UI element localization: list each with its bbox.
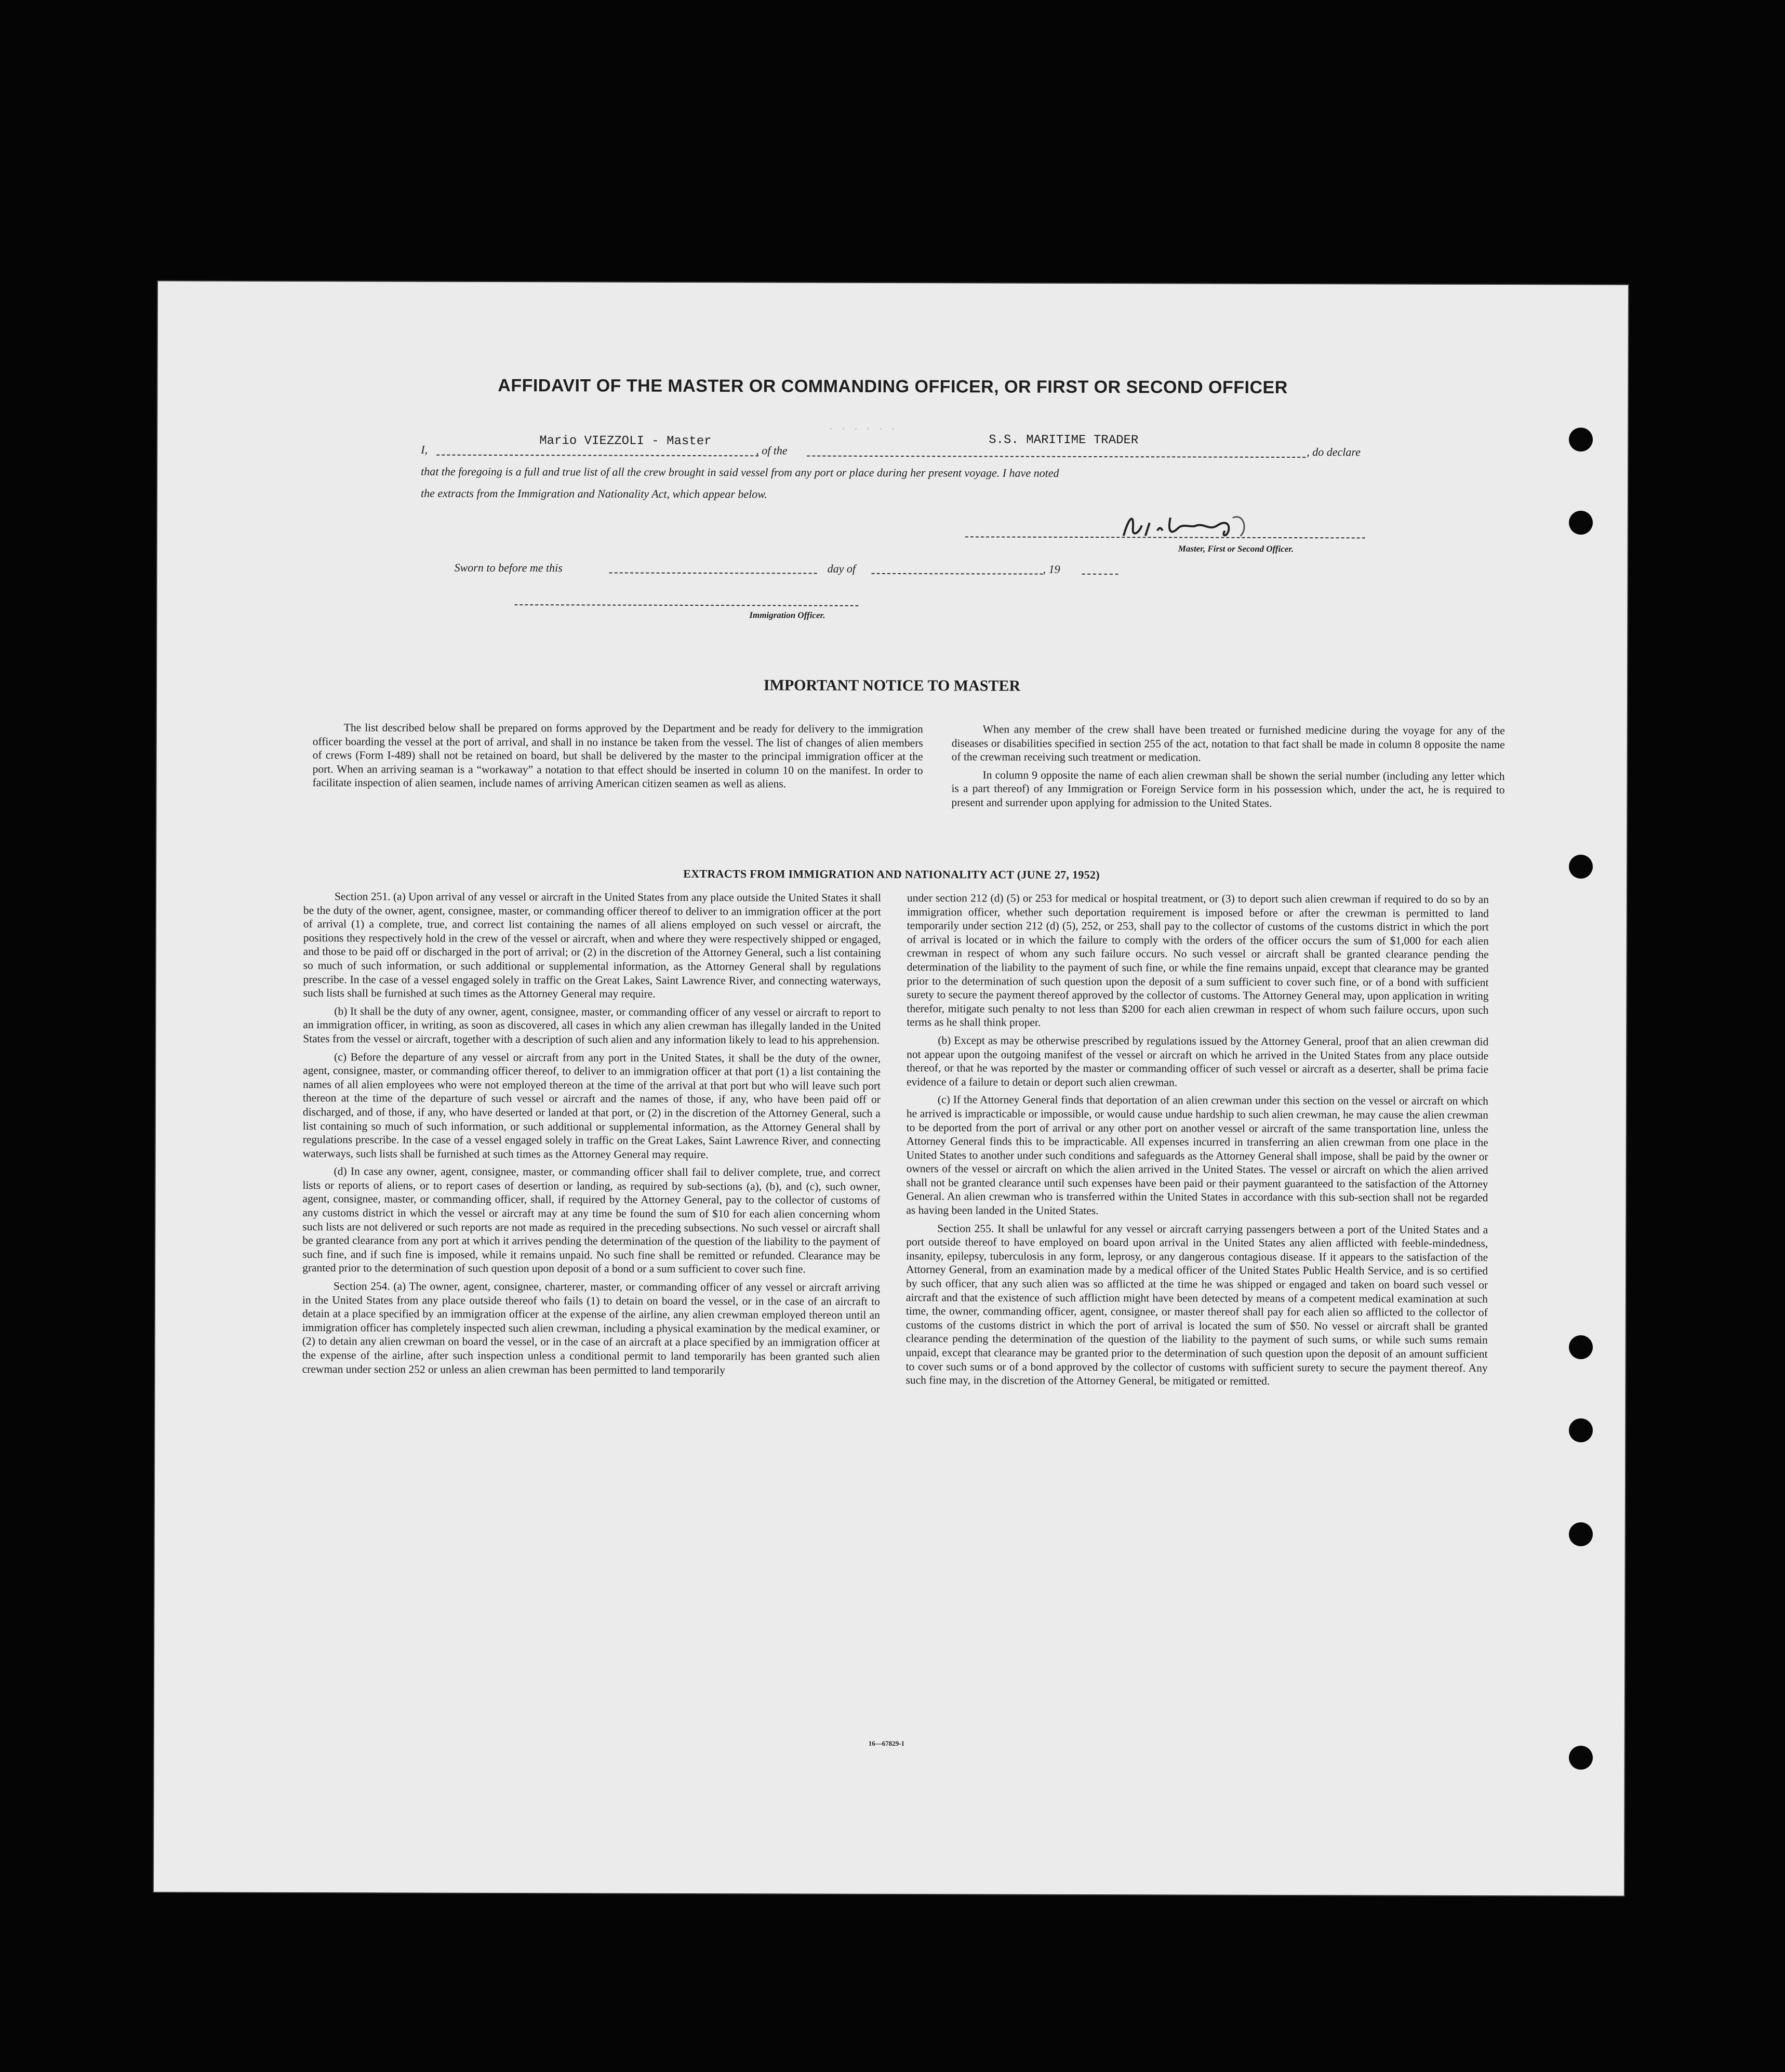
vessel-field[interactable]: S.S. MARITIME TRADER [989, 433, 1139, 448]
do-declare-label: , do declare [1307, 445, 1361, 459]
extract-paragraph: (c) If the Attorney General finds that deportation of an alien crewman under this section on the vessel or aircraft on which he arrived is impracticable or impossible, or would cause undue hardship to such alien crewman, he may cause the alien crewman to be deported from the port of arrival or any other port on another vessel or aircraft of the same transportation line, unless the Attorney General finds this to be impracticable. All expenses incurred in transferring an alien crewman from one place in the United States to another under such conditions and safeguards as the Attorney General shall impose, shall be paid by the owner or owners of the vessel or aircraft on which the alien arrived in the United States. The vessel or aircraft on which the alien arrived shall not be granted clearance until such expenses have been paid or their payment guaranteed to the satisfaction of the Attorney General. An alien crewman who is transferred within the United States in accordance with this sub-section shall not be regarded as having been landed in the United States. [906, 1093, 1488, 1217]
notice-title: IMPORTANT NOTICE TO MASTER [763, 676, 1021, 695]
year-label: , 19 [1043, 562, 1060, 576]
vessel-field-line [807, 456, 1306, 458]
punch-hole [1569, 1418, 1593, 1442]
extract-paragraph: (d) In case any owner, agent, consignee, master, or commanding officer shall fail to deliver complete, true, and correct lists or reports of aliens, or to report cases of desertion or landing, as required by sub-sections (a), (b), and (c), such owner, agent, consignee, master, or commanding officer, shall, if required by the Attorney General, pay to the collector of customs of any customs district in which the vessel or aircraft may at any time be found the sum of $10 for each alien concerning whom such lists are not delivered or such reports are not made as required in the preceding subsections. No such vessel or aircraft shall be granted clearance from any port at which it arrives pending the determination of the question of the liability to the payment of such fine, and if such fine is imposed, while it remains unpaid. No such fine shall be remitted or refunded. Clearance may be granted prior to the determination of such question upon deposit of a bond or a sum sufficient to cover such fine. [302, 1165, 881, 1276]
sworn-day-line[interactable] [609, 573, 817, 574]
name-field[interactable]: Mario VIEZZOLI - Master [539, 434, 712, 449]
extracts-right-column [905, 891, 1489, 1393]
day-of-label: day of [827, 562, 856, 575]
bleed-through-text: · · · · · · [828, 423, 897, 436]
punch-hole [1569, 511, 1593, 535]
punch-hole [1569, 1335, 1593, 1359]
i-label: I, [421, 443, 428, 456]
signature-caption: Master, First or Second Officer. [1178, 543, 1294, 554]
notice-right-paragraph-2: In column 9 opposite the name of each alien crewman shall be shown the serial number (including any letter which is a part thereof) of any Immigration or Foreign Service form in his possession which, under the act, he is required to present and surrender upon applying for admission to the United States. [951, 768, 1505, 809]
extract-paragraph: Section 254. (a) The owner, agent, consignee, charterer, master, or commanding officer of any vessel or aircraft arriving in the United States from any place outside thereof who fails (1) to detain on board the vessel, or in the case of an aircraft to detain at a place specified by an immigration officer at the expense of the airline, any alien crewman employed thereon until an immigration officer has completely inspected such alien crewman, including a physical examination by the medical examiner, or (2) to detain any alien crewman on board the vessel, or in the case of an aircraft at a place specified by an immigration officer at the expense of the airline, after such inspection unless a conditional permit to land temporarily has been granted such alien crewman under section 252 or unless an alien crewman has been permitted to land temporarily [302, 1280, 881, 1376]
affidavit-title: AFFIDAVIT OF THE MASTER OR COMMANDING OFFICER, OR FIRST OR SECOND OFFICER [498, 376, 1288, 397]
punch-hole [1569, 1522, 1593, 1546]
of-the-label: , of the [756, 444, 788, 457]
sworn-year-line[interactable] [1082, 574, 1118, 575]
master-signature [1093, 507, 1290, 544]
notice-left-paragraph: The list described below shall be prepared on forms approved by the Department and be ready for delivery to the immigration officer boarding the vessel at the port of arrival, and shall in no instance be taken from the vessel. The list of changes of alien members of crews (Form I-489) shall not be retained on board, but shall be delivered by the master to the principal immigration officer at the port. When an arriving seaman is a “workaway” a notation to that effect should be inserted in column 10 on the manifest. In order to facilitate inspection of alien seamen, include names of arriving American citizen seamen as well as aliens. [312, 721, 923, 790]
notice-right-column [951, 722, 1504, 815]
form-code: 16—67829-1 [868, 1739, 905, 1748]
name-field-line [436, 455, 758, 457]
sworn-label: Sworn to before me this [454, 561, 563, 575]
declaration-line-2: the extracts from the Immigration and Nationality Act, which appear below. [420, 486, 767, 501]
declaration-line-1: that the foregoing is a full and true list of all the crew brought in said vessel from any port or place during her present voyage. I have noted [421, 464, 1059, 480]
extract-paragraph: Section 255. It shall be unlawful for any vessel or aircraft carrying passengers between a port of the United States and a port outside thereof to have employed on board upon arrival in the United States any alien afflicted with feeble-mindedness, insanity, epilepsy, tuberculosis in any form, leprosy, or any dangerous contagious disease. If it appears to the satisfaction of the Attorney General, from an examination made by a medical officer of the United States Public Health Service, and is so certified by such officer, that any such alien was so afflicted at the time he was shipped or engaged and taken on board such vessel or aircraft and that the existence of such affliction might have been detected by means of a competent medical examination at such time, the owner, commanding officer, agent, consignee, or master thereof shall pay for each alien so afflicted to the collector of customs of the customs district in which the port of arrival is located the sum of $50. No vessel or aircraft shall be granted clearance pending the determination of the question of the liability to the payment of such sums, or while such sums remain unpaid, except that clearance may be granted prior to the determination of such question upon the deposit of an amount sufficient to cover such sums or of a bond approved by the collector of customs with sufficient surety to secure the payment thereof. Any such fine may, in the discretion of the Attorney General, be mitigated or remitted. [905, 1221, 1488, 1388]
immigration-officer-line[interactable] [514, 604, 858, 606]
notice-right-paragraph-1: When any member of the crew shall have been treated or furnished medicine during the voyage for any of the diseases or disabilities specified in section 255 of the act, notation to that fact shall be made in column 8 opposite the name of the crewman receiving such treatment or medication. [951, 723, 1505, 764]
sworn-month-line[interactable] [872, 573, 1043, 575]
extract-paragraph: (b) It shall be the duty of any owner, agent, consignee, master, or commanding officer of any vessel or aircraft to report to an immigration officer, in writing, as soon as discovered, all cases in which any alien crewman has illegally landed in the United States from the vessel or aircraft, together with a description of such alien and any information likely to lead to his apprehension. [303, 1004, 881, 1046]
document-page [154, 281, 1628, 1895]
extract-paragraph: (c) Before the departure of any vessel or aircraft from any port in the United States, it shall be the duty of the owner, agent, consignee, master, or commanding officer thereof, to deliver to an immigration officer at that port (1) a list containing the names of all alien employees who were not employed thereon at the time of the arrival at that port but who will leave such port thereon at the time of the departure of such vessel or aircraft and the names of those, if any, who have been paid off or discharged, and of those, if any, who have deserted or landed at that port, or (2) in the discretion of the Attorney General, such a list containing so much of such information, or such additional or supplemental information, as the Attorney General shall by regulations prescribe. In the case of a vessel engaged solely in traffic on the Great Lakes, Saint Lawrence River, and connecting waterways, such lists shall be furnished at such times as the Attorney General may require. [302, 1050, 881, 1161]
extract-paragraph: under section 212 (d) (5) or 253 for medical or hospital treatment, or (3) to deport such alien crewman if required to do so by an immigration officer, whether such deportation requirement is imposed before or after the crewman is permitted to land temporarily under section 212 (d) (5), 252, or 253, shall pay to the collector of customs of the customs district in which the port of arrival is located or in which the failure to comply with the orders of the officer occurs the sum of $1,000 for each alien crewman in respect of whom any such failure occurs. No such vessel or aircraft shall be granted clearance pending the determination of the liability to the payment of such fine, or while the fine remains unpaid, except that clearance may be granted prior to the determination of such question upon the deposit of a sum sufficient to cover such fine, or of a bond with sufficient surety to secure the payment thereof approved by the collector of customs. The Attorney General may, upon application in writing therefor, mitigate such penalty to not less than $200 for each alien crewman in respect of whom such failure occurs, upon such terms as he shall think proper. [907, 892, 1489, 1029]
extracts-title: EXTRACTS FROM IMMIGRATION AND NATIONALITY ACT (JUNE 27, 1952) [683, 867, 1100, 882]
punch-hole [1569, 428, 1593, 451]
extract-paragraph: (b) Except as may be otherwise prescribed by regulations issued by the Attorney General, proof that an alien crewman did not appear upon the outgoing manifest of the vessel or aircraft on which he arrived in the United States from any place outside thereof, or that he was reported by the master or commanding officer of such vessel or aircraft as a deserter, shall be prima facie evidence of a failure to detain or deport such alien crewman. [907, 1034, 1489, 1089]
punch-hole [1569, 1746, 1593, 1770]
extract-paragraph: Section 251. (a) Upon arrival of any vessel or aircraft in the United States from any place outside the United States it shall be the duty of the owner, agent, consignee, master, or commanding officer thereof to deliver to an immigration officer at the port of arrival (1) a complete, true, and correct list containing the names of all aliens employed on such vessel or aircraft, the positions they respectively hold in the crew of the vessel or aircraft, when and where they were respectively shipped or engaged, and those to be paid off or discharged in the port of arrival; or (2) in the discretion of the Attorney General, such a list containing so much of such information, or such additional or supplemental information, as the Attorney General shall by regulations prescribe. In the case of a vessel engaged solely in traffic on the Great Lakes, Saint Lawrence River, and connecting waterways, such lists shall be furnished at such times as the Attorney General may require. [303, 890, 881, 1000]
immigration-officer-caption: Immigration Officer. [749, 610, 825, 620]
extracts-left-column [302, 889, 881, 1382]
notice-left-column [312, 721, 923, 795]
punch-hole [1569, 855, 1593, 879]
